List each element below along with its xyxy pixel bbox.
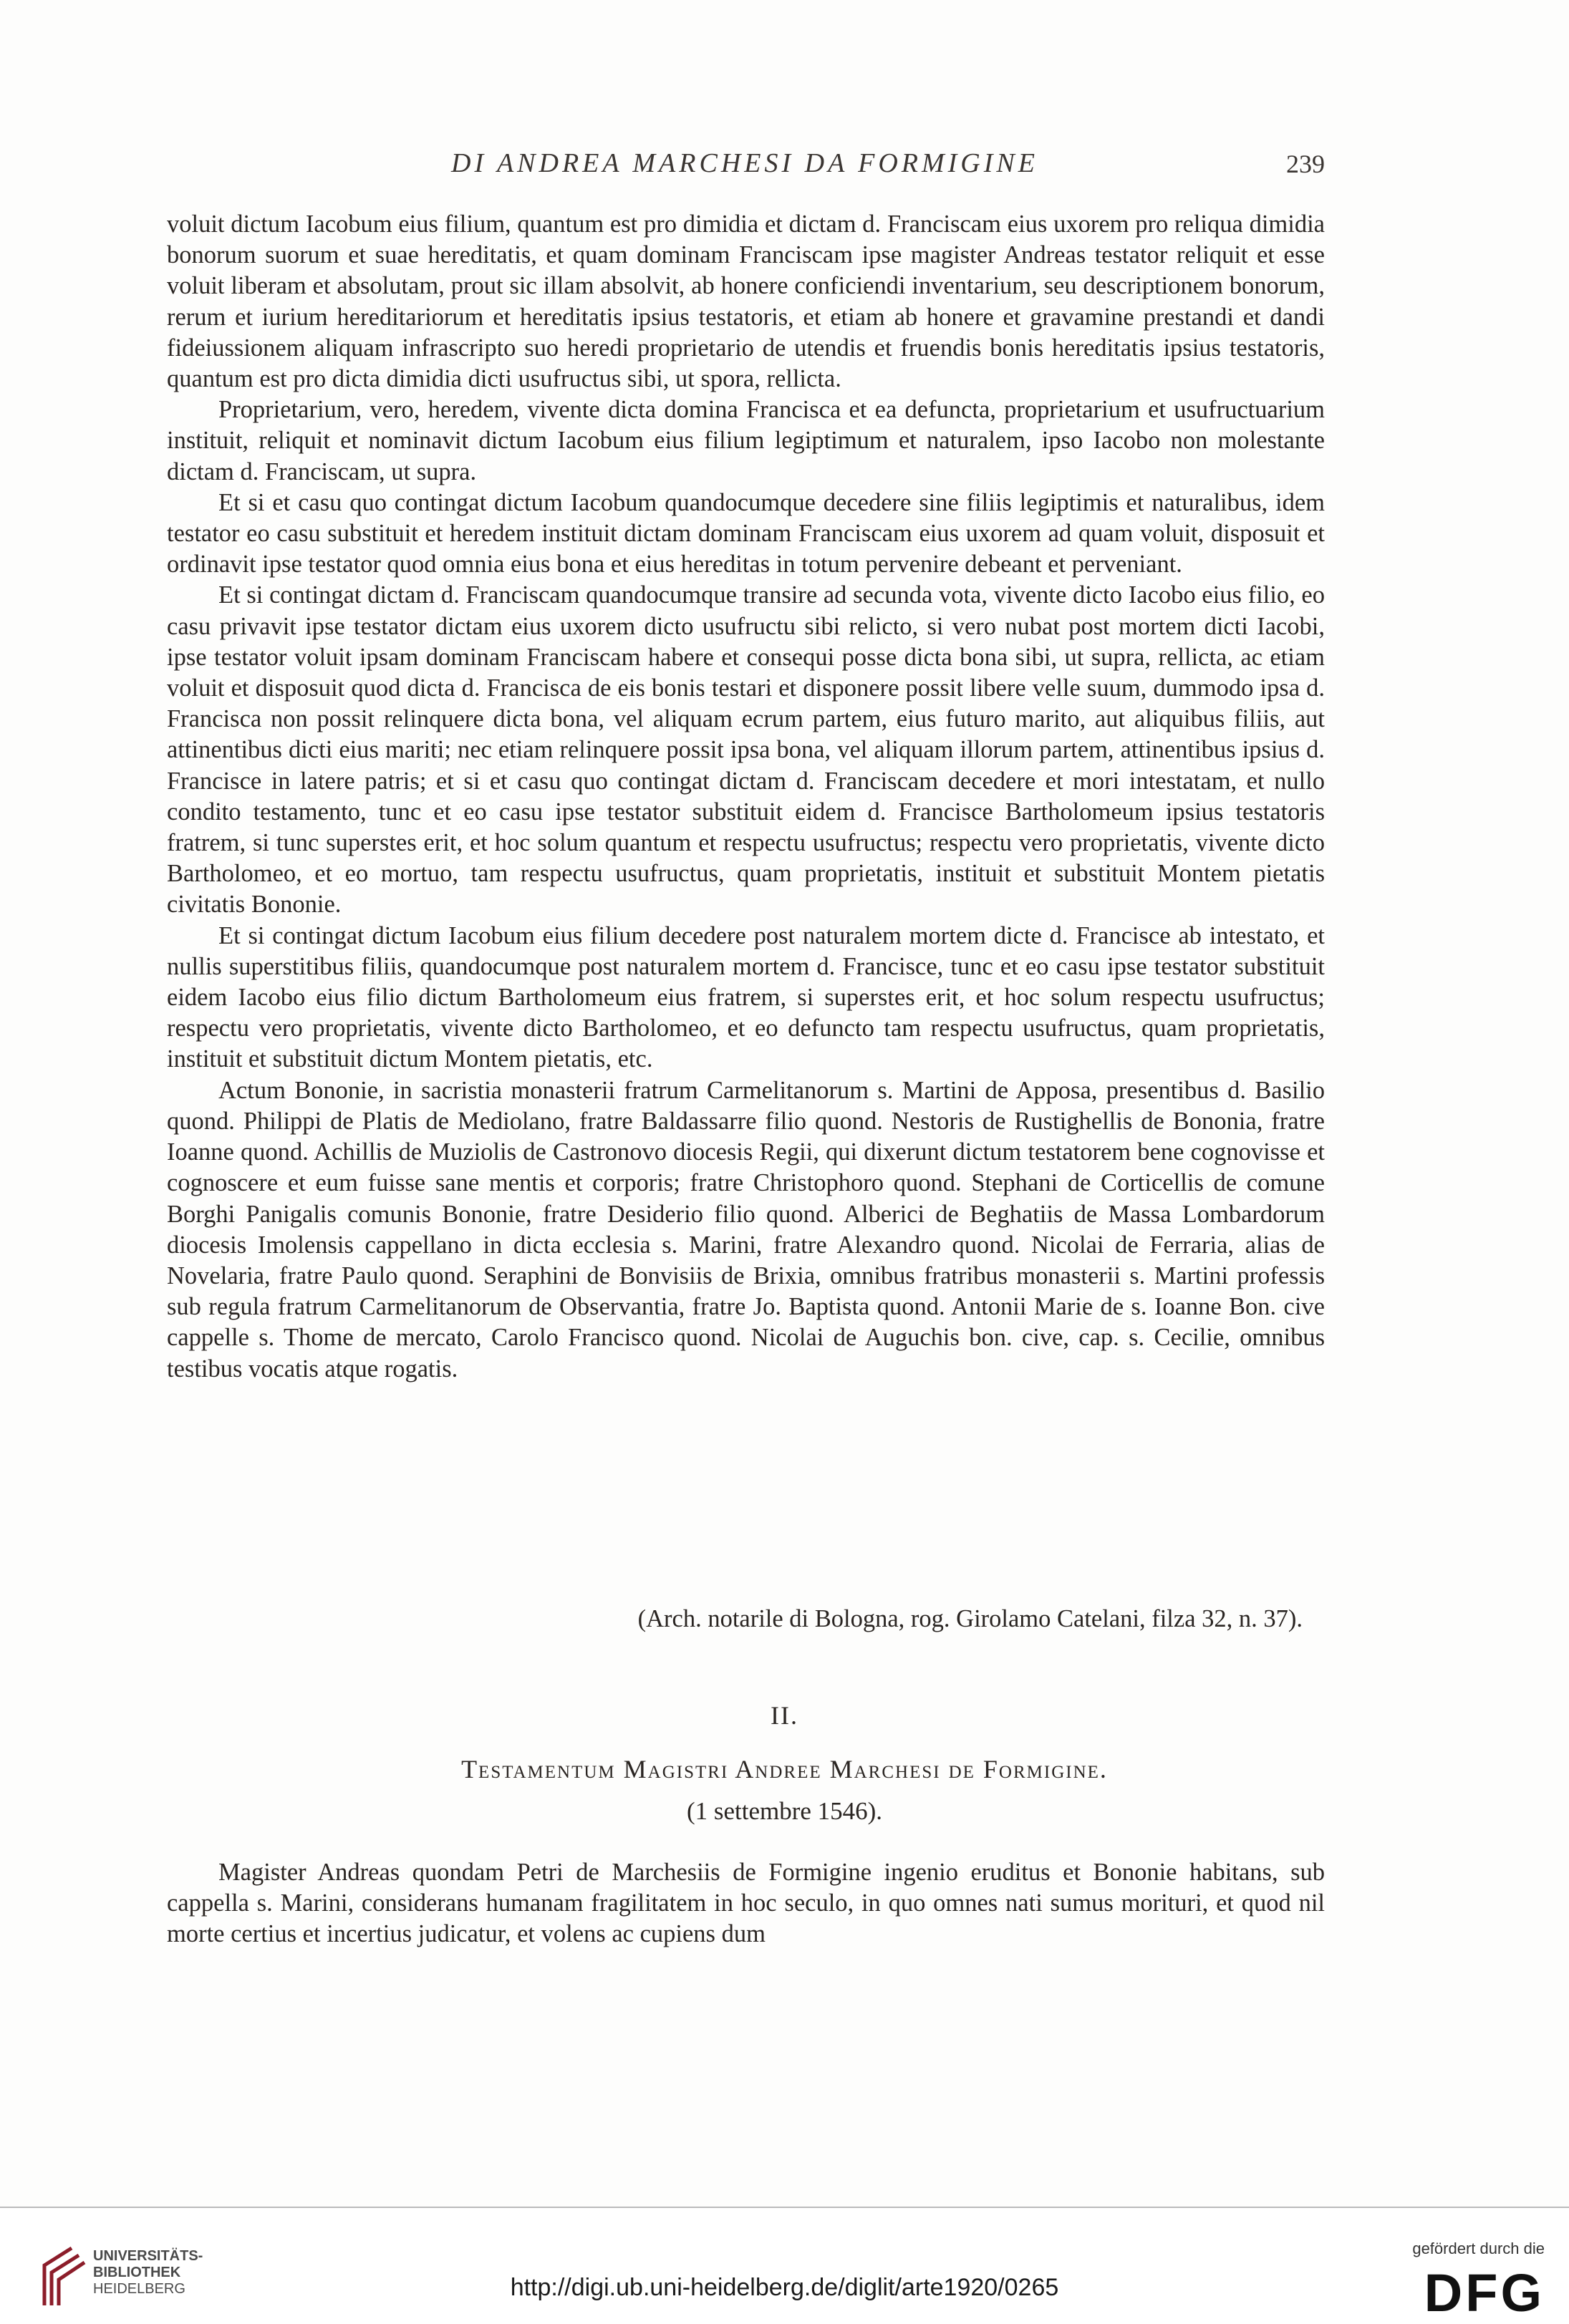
paragraph: Magister Andreas quondam Petri de Marchesiis de Formigine ingenio eruditus et Bononie habitans, sub cappella s. Marini, considerans humanam fragilitatem in hoc seculo, in quo omnes nati sumus morituri, et quod nil morte certius et incertius judicatur, et volens ac cupiens dum: [167, 1859, 1325, 1948]
library-name-line: BIBLIOTHEK: [93, 2265, 181, 2280]
page-header: [165, 142, 1325, 192]
paragraph: Et si contingat dictam d. Franciscam quandocumque transire ad secunda vota, vivente dicto Iacobo eius filio, eo casu privavit ipse testator dictam eius uxorem dicto usufructu sibi relicto, si vero nubat post mortem dicti Iacobi, ipse testator voluit ipsam dominam Franciscam habere et consequi posse dicta bona sibi, ut supra, rellicta, ac etiam voluit et disposuit quod dicta d. Francisca de eis bonis testari et disponere possit libere velle suum, dummodo ipsa d. Francisca non possit relinquere dicta bona, vel aliquam ecrum partem, eius futuro marito, aut aliquibus filiis, aut attinentibus dicti eius mariti; nec etiam relinquere possit ipsa bona, vel aliquam illorum partem, attinentibus ipsius d. Francisce in latere patris; et si et casu quo contingat dictam d. Franciscam decedere et mori intestatam, et nullo condito testamento, tunc et eo casu ipse testator substituit eidem d. Francisce Bartholomeum ipsius testatoris fratrem, si tunc superstes erit, et hoc solum quantum et respectu usufructus; respectu vero proprietatis, vivente dicto Bartholomeo, et eo mortuo, tam respectu usufructus, quam proprietatis, instituit et substituit Montem pietatis civitatis Bononie.: [167, 581, 1325, 919]
paragraph: Et si et casu quo contingat dictum Iacobum quandocumque decedere sine filiis legiptimis et naturalibus, idem testator eo casu substituit et heredem instituit dictam dominam Franciscam eius uxorem ad quam voluit, disposuit et ordinavit ipse testator quod omnia eius bona et eius hereditas in totum pervenire debeant et perveniant.: [167, 488, 1325, 578]
dfg-logo[interactable]: [1424, 2263, 1545, 2323]
paragraph: voluit dictum Iacobum eius filium, quantum est pro dimidia et dictam d. Franciscam eius uxorem pro reliqua dimidia bonorum suorum et suae hereditatis, et quam dominam Franciscam ipse magister Andreas testator reliquit et esse voluit liberam et absolutam, prout sic illam absolvit, ab honere conficiendi inventarium, seu descriptionem bonorum, rerum et iurium hereditariorum et hereditatis ipsius testatoris, et etiam ab honere et gravamine prestandi et dandi fideiussionem aliquam infrascripto suo heredi proprietario de utendis et fruendis bonis hereditatis ipsius testatoris, quantum est pro dicta dimidia dicti usufructus sibi, ut spora, rellicta.: [167, 210, 1325, 393]
paragraph: Et si contingat dictum Iacobum eius filium decedere post naturalem mortem dicte d. Francisce ab intestato, et nullis superstitibus filiis, quandocumque post naturalem mortem d. Francisce, tunc et eo casu ipse testator substituit eidem Iacobo eius filio dictum Bartholomeum eius fratrem, si superstes erit, et hoc solum respectu usufructus; respectu vero proprietatis, vivente dicto Bartholomeo, et eo defuncto tam respectu usufructus, quam proprietatis, instituit et substituit dictum Montem pietatis, etc.: [167, 921, 1325, 1073]
library-name-line: UNIVERSITÄTS-: [93, 2248, 203, 2264]
viewer-footer: [0, 2207, 1569, 2324]
footer-divider: [0, 2207, 1569, 2208]
running-title: DI ANDREA MARCHESI DA FORMIGINE: [451, 148, 1038, 178]
source-citation: (Arch. notarile di Bologna, rog. Girolamo Catelani, filza 32, n. 37).: [637, 1605, 1303, 1632]
section-number: II.: [771, 1701, 798, 1730]
dfg-logo-text: DFG: [1424, 2263, 1545, 2323]
library-name-line: HEIDELBERG: [93, 2281, 185, 2297]
page-number: 239: [1286, 150, 1325, 178]
section-date: (1 settembre 1546).: [686, 1797, 883, 1825]
paragraph: Proprietarium, vero, heredem, vivente dicta domina Francisca et ea defuncta, proprietarium et usufructuarium instituit, reliquit et nominavit dictum Iacobum eius filium legiptimum et naturalem, ipso Iacobo non molestante dictam d. Franciscam, ut supra.: [167, 396, 1325, 485]
body-text: [167, 209, 1325, 1385]
body-text-section-2: [167, 1857, 1325, 1950]
funding-caption: gefördert durch die: [1412, 2240, 1545, 2257]
section-title: Testamentum Magistri Andree Marchesi de Formigine.: [461, 1755, 1108, 1783]
paragraph: Actum Bononie, in sacristia monasterii fratrum Carmelitanorum s. Martini de Apposa, presentibus d. Basilio quond. Philippi de Platis de Mediolano, fratre Baldassarre filio quond. Nestoris de Rustighellis de Bononia, fratre Ioanne quond. Achillis de Muziolis de Castronovo diocesis Regii, qui dixerunt dictum testatorem bene cognovisse et cognoscere et eum fuisse sane mentis et corporis; fratre Christophoro quond. Stephani de Corticellis de comune Borghi Panigalis comunis Bononie, fratre Desiderio filio quond. Alberici de Beghatiis de Massa Lombardorum diocesis Imolensis cappellano in dicta ecclesia s. Marini, fratre Alexandro quond. Nicolai de Ferraria, alias de Novelaria, fratre Paulo quond. Seraphini de Bonvisiis de Brixia, omnibus fratribus monasterii s. Martini professis sub regula fratrum Carmelitanorum de Observantia, fratre Jo. Baptista quond. Antonii Marie de s. Ioanne Bon. cive cappelle s. Thome de mercato, Carolo Francisco quond. Nicolai de Auguchis bon. cive, cap. s. Cecilie, omnibus testibus vocatis atque rogatis.: [167, 1076, 1325, 1383]
permalink-url[interactable]: http://digi.ub.uni-heidelberg.de/diglit/arte1920/0265: [510, 2274, 1059, 2301]
